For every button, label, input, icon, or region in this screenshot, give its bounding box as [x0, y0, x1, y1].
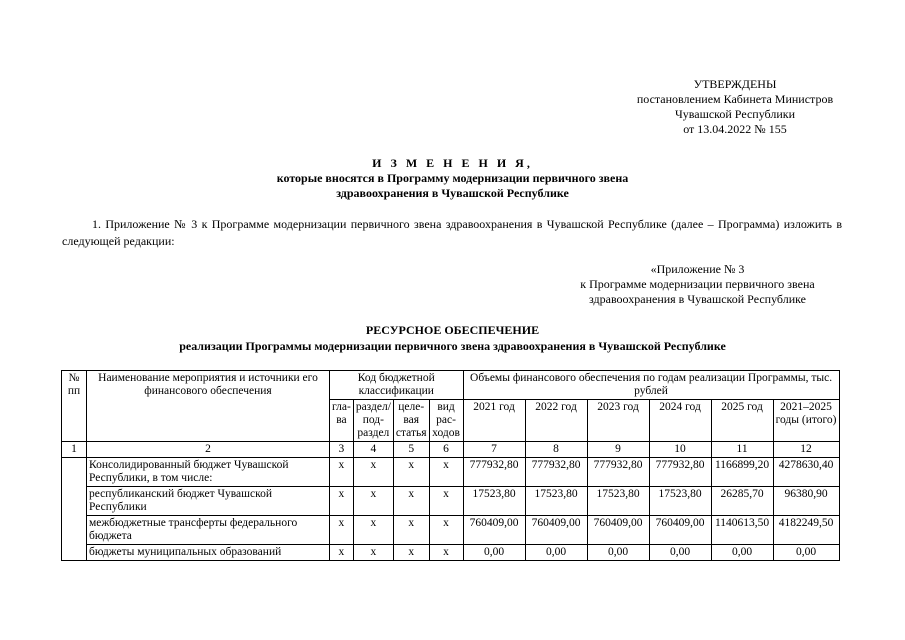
header-glava: гла-ва: [330, 400, 354, 442]
resource-heading: [0, 322, 905, 354]
value-2021: 17523,80: [463, 487, 525, 516]
code-cell: x: [393, 545, 429, 561]
code-cell: x: [429, 545, 463, 561]
table-row: [62, 516, 840, 545]
header-2025: 2025 год: [711, 400, 773, 442]
colnum: 5: [393, 442, 429, 458]
value-2022: 760409,00: [525, 516, 587, 545]
appendix-line-2: к Программе модернизации первичного звена: [580, 277, 815, 291]
colnum: 6: [429, 442, 463, 458]
value-total: 96380,90: [773, 487, 839, 516]
value-2024: 777932,80: [649, 458, 711, 487]
header-volumes: Объемы финансового обеспечения по годам реализации Программы, тыс. рублей: [463, 371, 839, 400]
resource-title: РЕСУРСНОЕ ОБЕСПЕЧЕНИЕ: [365, 323, 540, 337]
code-cell: x: [353, 545, 393, 561]
value-2022: 0,00: [525, 545, 587, 561]
value-2022: 777932,80: [525, 458, 587, 487]
colnum: 10: [649, 442, 711, 458]
header-2021: 2021 год: [463, 400, 525, 442]
changes-title: И З М Е Н Е Н И Я,: [372, 156, 533, 170]
value-2023: 777932,80: [587, 458, 649, 487]
header-celevaya: целе-вая статья: [393, 400, 429, 442]
value-2025: 26285,70: [711, 487, 773, 516]
table-row: [62, 487, 840, 516]
changes-line-2: которые вносятся в Программу модернизации первичного звена: [276, 171, 629, 185]
column-number-row: [62, 442, 840, 458]
value-2024: 760409,00: [649, 516, 711, 545]
header-num: № пп: [62, 371, 87, 442]
appendix-line-1: «Приложение № 3: [650, 262, 745, 276]
colnum: 1: [62, 442, 87, 458]
value-2025: 1140613,50: [711, 516, 773, 545]
code-cell: x: [393, 487, 429, 516]
approval-block: [590, 77, 880, 137]
colnum: 12: [773, 442, 839, 458]
row-name: Консолидированный бюджет Чувашской Республики, в том числе:: [87, 458, 330, 487]
table-row: [62, 458, 840, 487]
value-2022: 17523,80: [525, 487, 587, 516]
approval-line-2: постановлением Кабинета Министров: [636, 92, 834, 106]
header-2022: 2022 год: [525, 400, 587, 442]
value-2024: 17523,80: [649, 487, 711, 516]
value-2025: 0,00: [711, 545, 773, 561]
value-total: 4182249,50: [773, 516, 839, 545]
header-razdel: раздел/под-раздел: [353, 400, 393, 442]
value-2023: 17523,80: [587, 487, 649, 516]
colnum: 2: [87, 442, 330, 458]
code-cell: x: [353, 458, 393, 487]
colnum: 7: [463, 442, 525, 458]
colnum: 9: [587, 442, 649, 458]
code-cell: x: [330, 458, 354, 487]
table-row: [62, 545, 840, 561]
approval-line-3: Чувашской Республики: [674, 107, 796, 121]
header-total: 2021–2025 годы (итого): [773, 400, 839, 442]
value-2023: 760409,00: [587, 516, 649, 545]
colnum: 8: [525, 442, 587, 458]
value-2024: 0,00: [649, 545, 711, 561]
value-2021: 777932,80: [463, 458, 525, 487]
value-total: 0,00: [773, 545, 839, 561]
row-name: республиканский бюджет Чувашской Республики: [87, 487, 330, 516]
row-num: [62, 545, 87, 561]
approval-line-4: от 13.04.2022 № 155: [683, 122, 787, 136]
code-cell: x: [429, 516, 463, 545]
row-num: [62, 487, 87, 516]
resource-table: [61, 370, 840, 561]
row-name: бюджеты муниципальных образований: [87, 545, 330, 561]
body-paragraph: 1. Приложение № 3 к Программе модернизации первичного звена здравоохранения в Чувашской Республике (далее – Программа) изложить в следующей редакции:: [62, 217, 842, 248]
code-cell: x: [330, 487, 354, 516]
code-cell: x: [353, 516, 393, 545]
row-name: межбюджетные трансферты федерального бюджета: [87, 516, 330, 545]
code-cell: x: [393, 458, 429, 487]
header-2024: 2024 год: [649, 400, 711, 442]
code-cell: x: [330, 516, 354, 545]
row-num: [62, 458, 87, 487]
header-2023: 2023 год: [587, 400, 649, 442]
code-cell: x: [393, 516, 429, 545]
code-cell: x: [429, 487, 463, 516]
value-2021: 0,00: [463, 545, 525, 561]
appendix-line-3: здравоохранения в Чувашской Республике: [589, 292, 806, 306]
colnum: 11: [711, 442, 773, 458]
approval-line-1: УТВЕРЖДЕНЫ: [693, 77, 777, 91]
value-2023: 0,00: [587, 545, 649, 561]
code-cell: x: [353, 487, 393, 516]
value-2021: 760409,00: [463, 516, 525, 545]
changes-line-3: здравоохранения в Чувашской Республике: [336, 186, 569, 200]
appendix-block: [545, 262, 850, 307]
code-cell: x: [429, 458, 463, 487]
header-name: Наименование мероприятия и источники его финансового обеспечения: [87, 371, 330, 442]
changes-heading: [0, 156, 905, 201]
code-cell: x: [330, 545, 354, 561]
row-num: [62, 516, 87, 545]
value-2025: 1166899,20: [711, 458, 773, 487]
colnum: 3: [330, 442, 354, 458]
header-code: Код бюджетной классификации: [330, 371, 464, 400]
header-row-1: [62, 371, 840, 400]
colnum: 4: [353, 442, 393, 458]
header-vid: вид рас-ходов: [429, 400, 463, 442]
resource-subtitle: реализации Программы модернизации первичного звена здравоохранения в Чувашской Республике: [179, 339, 726, 353]
value-total: 4278630,40: [773, 458, 839, 487]
